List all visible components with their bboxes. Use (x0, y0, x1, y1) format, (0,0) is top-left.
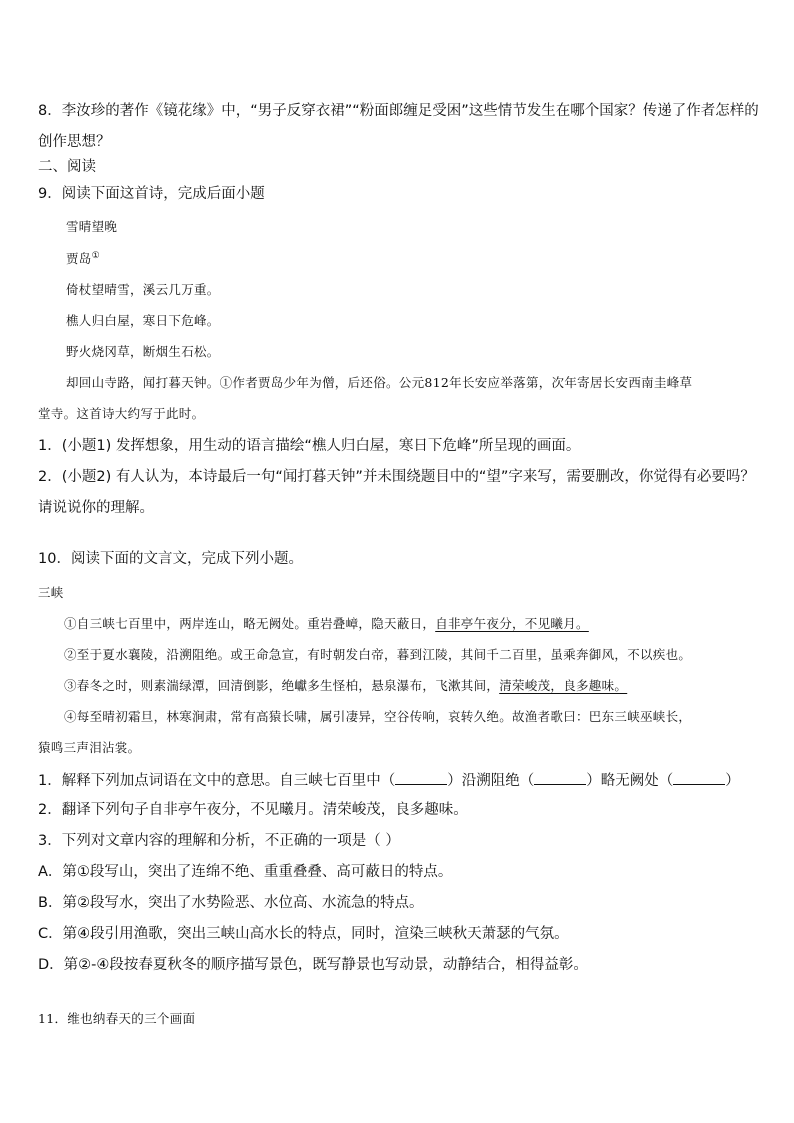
q10-sub-question-3: 3．下列对文章内容的理解和分析，不正确的一项是（ ） (38, 833, 400, 849)
option-c: C．第④段引用渔歌，突出三峡山高水长的特点，同时，渲染三峡秋天萧瑟的气氛。 (38, 926, 569, 942)
paragraph-1-text: ①自三峡七百里中，两岸连山，略无阙处。重岩叠嶂，隐天蔽日， (64, 616, 436, 631)
paragraph-3-underlined: 清荣峻茂，良多趣味。 (499, 678, 628, 693)
poem-line-1: 倚杖望晴雪，溪云几万重。 (66, 282, 220, 297)
sub1-part-c: ）略无阙处（ (586, 773, 674, 789)
poem-line-2: 樵人归白屋，寒日下危峰。 (66, 313, 220, 328)
option-a: A．第①段写山，突出了连绵不绝、重重叠叠、高可蔽日的特点。 (38, 864, 453, 880)
q9-prompt: 9．阅读下面这首诗，完成后面小题 (38, 186, 265, 202)
q9-sub-question-2-line-1: 2．(小题2) 有人认为，本诗最后一句“闻打暮天钟”并未围绕题目中的“望”字来写，需要删改，你觉得有必要吗？ (38, 469, 755, 485)
passage-paragraph-3 (64, 680, 627, 693)
sub1-part-a: 1．解释下列加点词语在文中的意思。自三峡七百里中（ (38, 773, 396, 789)
passage-title: 三峡 (38, 585, 64, 600)
option-d: D．第②-④段按春夏秋冬的顺序描写景色，既写静景也写动景，动静结合，相得益彰。 (38, 957, 588, 973)
answer-blank-1[interactable] (395, 772, 447, 785)
option-b: B．第②段写水，突出了水势险恶、水位高、水流急的特点。 (38, 895, 424, 911)
q11-prompt: 11．维也纳春天的三个画面 (38, 1011, 196, 1026)
passage-paragraph-2: ②至于夏水襄陵，沿溯阻绝。或王命急宣，有时朝发白帝，暮到江陵，其间千二百里，虽乘奔御风，不以疾也。 (64, 647, 692, 662)
q9-sub-question-1: 1．(小题1) 发挥想象，用生动的语言描绘“樵人归白屋，寒日下危峰”所呈现的画面。 (38, 438, 581, 454)
answer-blank-3[interactable] (673, 772, 725, 785)
sub1-part-d: ） (725, 773, 740, 789)
q10-sub-question-1 (38, 772, 740, 789)
sub1-part-b: ）沿溯阻绝（ (447, 773, 535, 789)
q10-sub-question-2: 2．翻译下列句子自非亭午夜分，不见曦月。清荣峻茂，良多趣味。 (38, 802, 468, 818)
q8-line-2: 创作思想？ (38, 134, 111, 150)
poem-author-name: 贾岛 (66, 251, 92, 267)
q10-prompt: 10．阅读下面的文言文，完成下列小题。 (38, 551, 303, 567)
poem-line-4-with-note: 却回山寺路，闻打暮天钟。①作者贾岛少年为僧，后还俗。公元812年长安应举落第，次年寄居长安西南圭峰草 (66, 375, 693, 390)
poem-author (66, 252, 100, 266)
poem-note-continued: 堂寺。这首诗大约写于此时。 (38, 406, 205, 421)
poem-title: 雪晴望晚 (66, 219, 118, 234)
passage-paragraph-4-line-1: ④每至晴初霜旦，林寒涧肃，常有高猿长啸，属引凄异，空谷传响，哀转久绝。故渔者歌曰：巴东三峡巫峡长， (64, 709, 692, 724)
footnote-mark: ① (91, 251, 100, 261)
passage-paragraph-4-line-2: 猿鸣三声泪沾裳。 (38, 740, 141, 755)
paragraph-3-text: ③春冬之时，则素湍绿潭，回清倒影，绝巘多生怪柏，悬泉瀑布，飞漱其间， (64, 678, 500, 693)
answer-blank-2[interactable] (534, 772, 586, 785)
poem-line-3: 野火烧冈草，断烟生石松。 (66, 344, 220, 359)
q8-line-1: 8．李汝珍的著作《镜花缘》中，“男子反穿衣裙”“粉面郎缠足受困”这些情节发生在哪个国家？传递了作者怎样的 (38, 103, 759, 119)
passage-paragraph-1 (64, 618, 589, 631)
q9-sub-question-2-line-2: 请说说你的理解。 (38, 500, 154, 516)
section-heading: 二、阅读 (38, 159, 96, 175)
paragraph-1-underlined: 自非亭午夜分，不见曦月。 (435, 616, 589, 631)
